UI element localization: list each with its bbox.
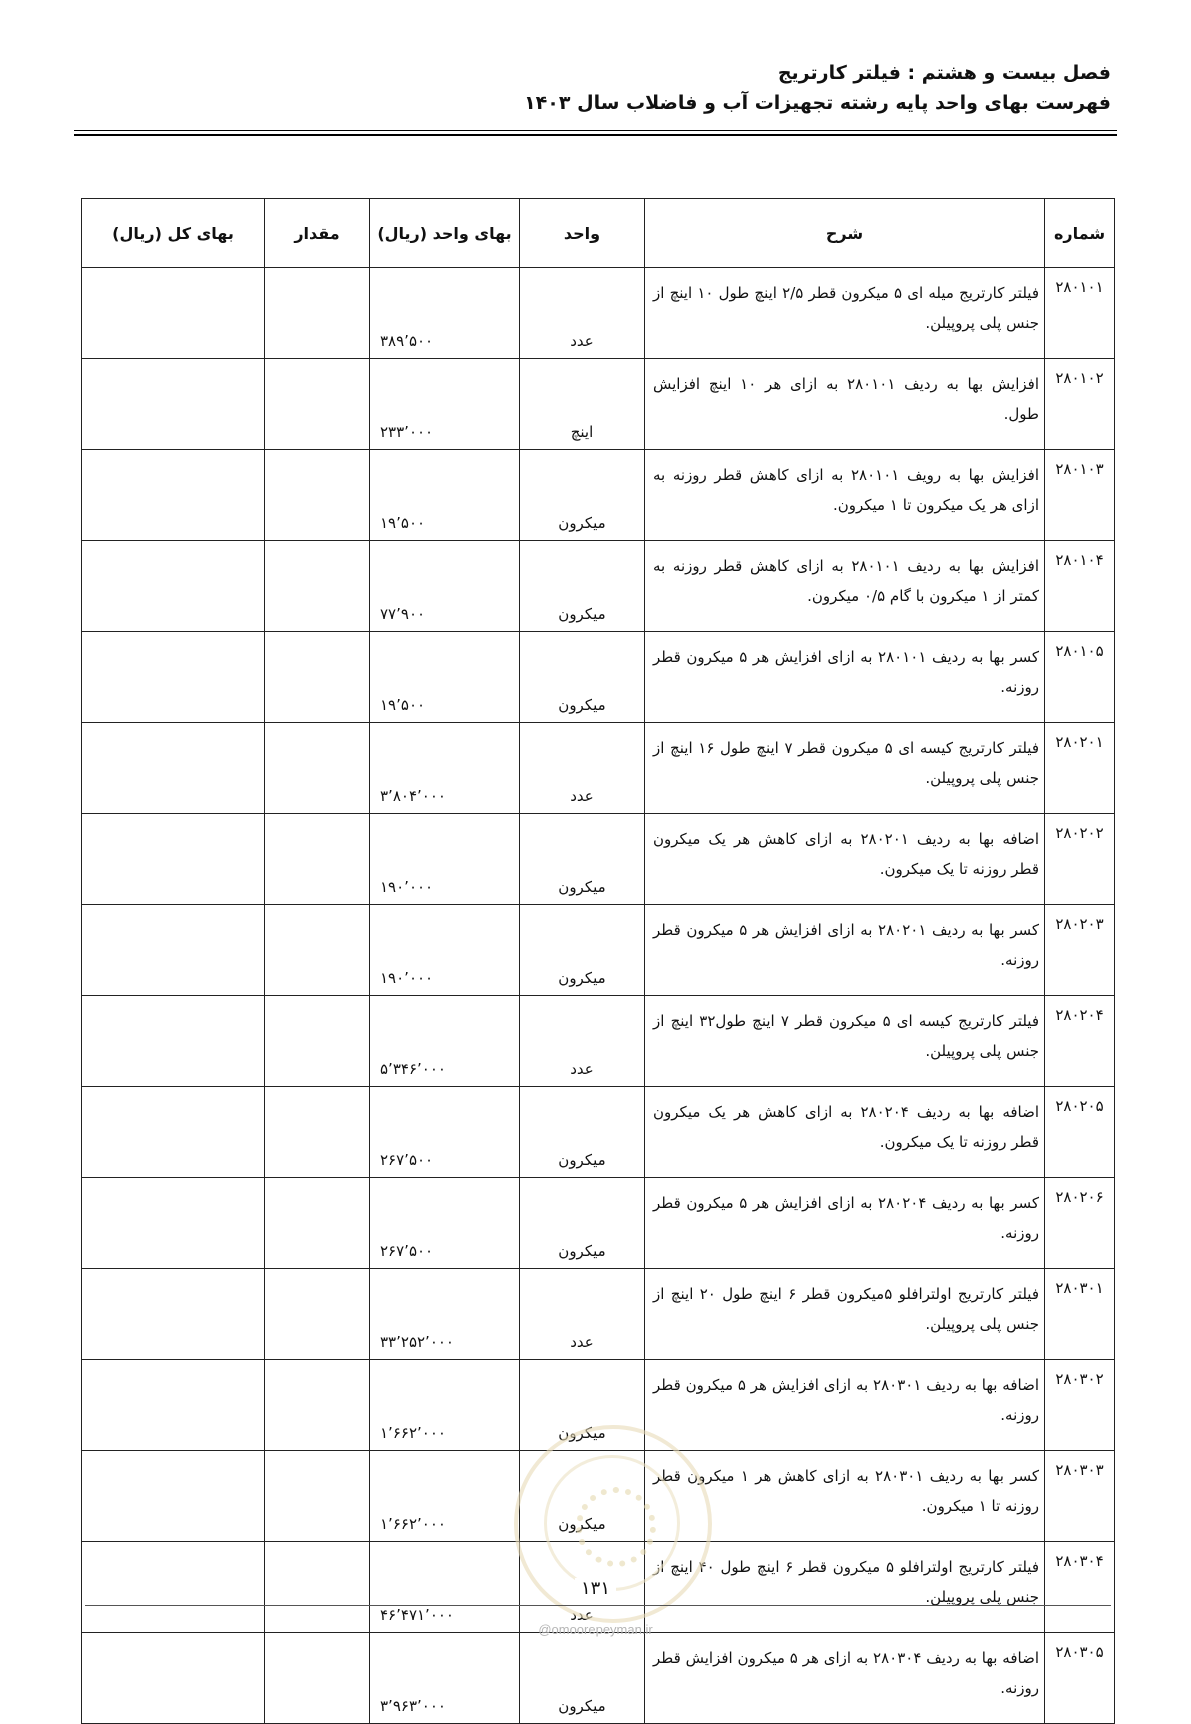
row-unit: میکرون (520, 1178, 645, 1269)
header-description: شرح (645, 199, 1045, 268)
row-total-price (82, 541, 265, 632)
row-quantity (265, 632, 370, 723)
row-unit: میکرون (520, 1451, 645, 1542)
table-row (82, 541, 1115, 632)
row-unit: میکرون (520, 541, 645, 632)
row-description: افزایش بها به رویف ۲۸۰۱۰۱ به ازای کاهش قطر روزنه به ازای هر یک میکرون تا ۱ میکرون. (645, 450, 1045, 541)
row-description: فیلتر کارتریج میله ای ۵ میکرون قطر ۲/۵ اینچ طول ۱۰ اینچ از جنس پلی پروپیلن. (645, 268, 1045, 359)
row-unit-price: ۳۳٬۲۵۲٬۰۰۰ (370, 1269, 520, 1360)
header-code: شماره (1045, 199, 1115, 268)
row-description: کسر بها به ردیف ۲۸۰۱۰۱ به ازای افزایش هر ۵ میکرون قطر روزنه. (645, 632, 1045, 723)
row-unit: عدد (520, 268, 645, 359)
row-code: ۲۸۰۱۰۲ (1045, 359, 1115, 450)
table-row (82, 1178, 1115, 1269)
table-row (82, 632, 1115, 723)
table-row (82, 1633, 1115, 1724)
row-quantity (265, 814, 370, 905)
row-code: ۲۸۰۲۰۱ (1045, 723, 1115, 814)
row-total-price (82, 359, 265, 450)
row-total-price (82, 814, 265, 905)
row-description: فیلتر کارتریج کیسه ای ۵ میکرون قطر ۷ اینچ طول۳۲ اینچ از جنس پلی پروپیلن. (645, 996, 1045, 1087)
row-code: ۲۸۰۱۰۴ (1045, 541, 1115, 632)
row-code: ۲۸۰۱۰۳ (1045, 450, 1115, 541)
table-row (82, 905, 1115, 996)
header-rule-thick (74, 134, 1117, 136)
row-unit: میکرون (520, 905, 645, 996)
row-quantity (265, 450, 370, 541)
row-description: فیلتر کارتریج کیسه ای ۵ میکرون قطر ۷ اینچ طول ۱۶ اینچ از جنس پلی پروپیلن. (645, 723, 1045, 814)
row-total-price (82, 1633, 265, 1724)
row-unit-price: ۱٬۶۶۲٬۰۰۰ (370, 1360, 520, 1451)
row-description: کسر بها به ردیف ۲۸۰۲۰۴ به ازای افزایش هر ۵ میکرون قطر روزنه. (645, 1178, 1045, 1269)
row-code: ۲۸۰۱۰۵ (1045, 632, 1115, 723)
row-total-price (82, 1178, 265, 1269)
row-unit: میکرون (520, 632, 645, 723)
row-description: اضافه بها به ردیف ۲۸۰۳۰۴ به ازای هر ۵ میکرون افزایش قطر روزنه. (645, 1633, 1045, 1724)
header-unit: واحد (520, 199, 645, 268)
row-quantity (265, 268, 370, 359)
table-row (82, 996, 1115, 1087)
row-total-price (82, 996, 265, 1087)
site-watermark-text: @omoorepeyman.ir (538, 1622, 653, 1637)
row-unit-price: ۷۷٬۹۰۰ (370, 541, 520, 632)
page-number (0, 1578, 1191, 1599)
chapter-title: فصل بیست و هشتم : فیلتر کارتریج (777, 62, 1111, 84)
row-description: فیلتر کارتریج اولترافلو ۵میکرون قطر ۶ اینچ طول ۲۰ اینچ از جنس پلی پروپیلن. (645, 1269, 1045, 1360)
row-quantity (265, 996, 370, 1087)
header-rule-thin (74, 130, 1117, 131)
row-total-price (82, 268, 265, 359)
row-quantity (265, 1087, 370, 1178)
row-quantity (265, 723, 370, 814)
row-code: ۲۸۰۲۰۲ (1045, 814, 1115, 905)
row-code: ۲۸۰۲۰۳ (1045, 905, 1115, 996)
table-row (82, 450, 1115, 541)
row-total-price (82, 1360, 265, 1451)
header-quantity: مقدار (265, 199, 370, 268)
row-description: فیلتر کارتریج اولترافلو ۵ میکرون قطر ۶ اینچ طول ۴۰ اینچ از جنس پلی پروپیلن. (645, 1542, 1045, 1633)
row-total-price (82, 1451, 265, 1542)
row-code: ۲۸۰۳۰۱ (1045, 1269, 1115, 1360)
table-row (82, 723, 1115, 814)
gear-icon (576, 1487, 656, 1567)
row-code: ۲۸۰۲۰۶ (1045, 1178, 1115, 1269)
row-total-price (82, 450, 265, 541)
row-code: ۲۸۰۳۰۳ (1045, 1451, 1115, 1542)
header-total-price: بهای کل (ریال) (82, 199, 265, 268)
row-unit-price: ۴۶٬۴۷۱٬۰۰۰ (370, 1542, 520, 1633)
row-code: ۲۸۰۳۰۴ (1045, 1542, 1115, 1633)
table-row (82, 359, 1115, 450)
row-unit: عدد (520, 723, 645, 814)
row-total-price (82, 905, 265, 996)
row-total-price (82, 1269, 265, 1360)
row-description: کسر بها به ردیف ۲۸۰۳۰۱ به ازای کاهش هر ۱ میکرون قطر روزنه تا ۱ میکرون. (645, 1451, 1045, 1542)
row-unit-price: ۳۸۹٬۵۰۰ (370, 268, 520, 359)
row-description: کسر بها به ردیف ۲۸۰۲۰۱ به ازای افزایش هر ۵ میکرون قطر روزنه. (645, 905, 1045, 996)
page-number-text: ۱۳۱ (575, 1578, 616, 1599)
row-total-price (82, 723, 265, 814)
row-unit-price: ۱۹۰٬۰۰۰ (370, 814, 520, 905)
row-total-price (82, 1087, 265, 1178)
footer-rule (85, 1605, 1111, 1606)
row-unit: میکرون (520, 1633, 645, 1724)
row-unit-price: ۱٬۶۶۲٬۰۰۰ (370, 1451, 520, 1542)
row-code: ۲۸۰۱۰۱ (1045, 268, 1115, 359)
header-unit-price: بهای واحد (ریال) (370, 199, 520, 268)
row-description: اضافه بها به ردیف ۲۸۰۲۰۱ به ازای کاهش هر یک میکرون قطر روزنه تا یک میکرون. (645, 814, 1045, 905)
row-description: اضافه بها به ردیف ۲۸۰۳۰۱ به ازای افزایش هر ۵ میکرون قطر روزنه. (645, 1360, 1045, 1451)
row-unit-price: ۲۳۳٬۰۰۰ (370, 359, 520, 450)
row-unit: میکرون (520, 1360, 645, 1451)
row-unit-price: ۲۶۷٬۵۰۰ (370, 1087, 520, 1178)
row-quantity (265, 1360, 370, 1451)
row-unit: عدد (520, 996, 645, 1087)
row-unit: اینچ (520, 359, 645, 450)
row-quantity (265, 905, 370, 996)
row-quantity (265, 1451, 370, 1542)
row-unit: عدد (520, 1269, 645, 1360)
row-quantity (265, 1178, 370, 1269)
row-quantity (265, 1269, 370, 1360)
table-row (82, 814, 1115, 905)
row-unit: عدد (520, 1542, 645, 1633)
row-unit: میکرون (520, 450, 645, 541)
page-header (524, 58, 1111, 118)
row-unit-price: ۱۹٬۵۰۰ (370, 450, 520, 541)
document-subtitle: فهرست بهای واحد پایه رشته تجهیزات آب و فاضلاب سال ۱۴۰۳ (524, 92, 1111, 114)
row-quantity (265, 541, 370, 632)
row-unit: میکرون (520, 814, 645, 905)
row-unit-price: ۳٬۸۰۴٬۰۰۰ (370, 723, 520, 814)
row-code: ۲۸۰۲۰۵ (1045, 1087, 1115, 1178)
row-unit-price: ۳٬۹۶۳٬۰۰۰ (370, 1633, 520, 1724)
table-row (82, 1269, 1115, 1360)
row-code: ۲۸۰۲۰۴ (1045, 996, 1115, 1087)
row-quantity (265, 1633, 370, 1724)
row-description: اضافه بها به ردیف ۲۸۰۲۰۴ به ازای کاهش هر یک میکرون قطر روزنه تا یک میکرون. (645, 1087, 1045, 1178)
row-total-price (82, 632, 265, 723)
table-row (82, 268, 1115, 359)
table-header-row (82, 199, 1115, 268)
row-description: افزایش بها به ردیف ۲۸۰۱۰۱ به ازای کاهش قطر روزنه به کمتر از ۱ میکرون با گام ۰/۵ میکرون. (645, 541, 1045, 632)
row-code: ۲۸۰۳۰۲ (1045, 1360, 1115, 1451)
row-code: ۲۸۰۳۰۵ (1045, 1633, 1115, 1724)
table-row (82, 1087, 1115, 1178)
row-unit-price: ۵٬۳۴۶٬۰۰۰ (370, 996, 520, 1087)
row-description: افزایش بها به ردیف ۲۸۰۱۰۱ به ازای هر ۱۰ اینچ افزایش طول. (645, 359, 1045, 450)
row-unit: میکرون (520, 1087, 645, 1178)
row-quantity (265, 359, 370, 450)
row-unit-price: ۲۶۷٬۵۰۰ (370, 1178, 520, 1269)
row-unit-price: ۱۹٬۵۰۰ (370, 632, 520, 723)
row-unit-price: ۱۹۰٬۰۰۰ (370, 905, 520, 996)
